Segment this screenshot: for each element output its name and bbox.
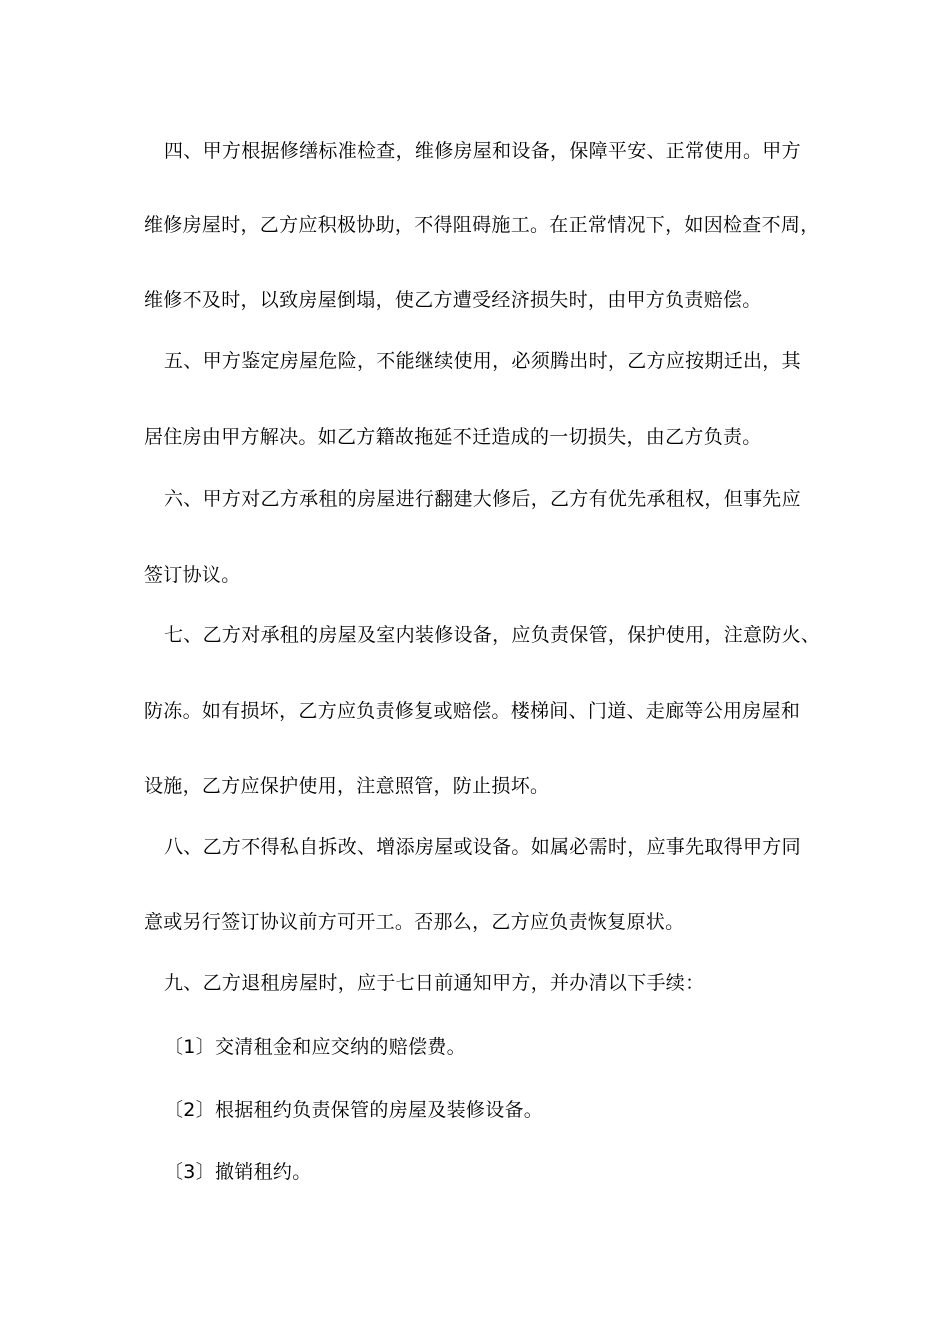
clause-7-line-3: 设施，乙方应保护使用，注意照管，防止损坏。 [144,775,550,797]
clause-8-line-2: 意或另行签订协议前方可开工。否那么，乙方应负责恢复原状。 [144,911,685,933]
clause-6-line-2: 签订协议。 [144,564,241,586]
clause-9-item-2: 〔2〕根据租约负责保管的房屋及装修设备。 [164,1099,544,1121]
clause-9-line-1: 九、乙方退租房屋时，应于七日前通知甲方，并办清以下手续： [164,972,705,994]
clause-4-line-2: 维修房屋时，乙方应积极协助，不得阻碍施工。在正常情况下，如因检查不周， [144,214,820,236]
clause-4-line-3: 维修不及时，以致房屋倒塌，使乙方遭受经济损失时，由甲方负责赔偿。 [144,289,762,311]
clause-9-item-1: 〔1〕交清租金和应交纳的赔偿费。 [164,1036,466,1058]
clause-5-line-1: 五、甲方鉴定房屋危险，不能继续使用，必须腾出时，乙方应按期迁出，其 [164,350,801,372]
clause-9-item-3: 〔3〕撤销租约。 [164,1161,312,1183]
clause-6-line-1: 六、甲方对乙方承租的房屋进行翻建大修后，乙方有优先承租权，但事先应 [164,488,801,510]
clause-8-line-1: 八、乙方不得私自拆改、增添房屋或设备。如属必需时，应事先取得甲方同 [164,836,801,858]
clause-7-line-2: 防冻。如有损坏，乙方应负责修复或赔偿。楼梯间、门道、走廊等公用房屋和 [144,700,801,722]
clause-4-line-1: 四、甲方根据修缮标准检查，维修房屋和设备，保障平安、正常使用。甲方 [164,140,801,162]
clause-5-line-2: 居住房由甲方解决。如乙方籍故拖延不迁造成的一切损失，由乙方负责。 [144,426,762,448]
clause-7-line-1: 七、乙方对承租的房屋及室内装修设备，应负责保管，保护使用，注意防火、 [164,624,821,646]
